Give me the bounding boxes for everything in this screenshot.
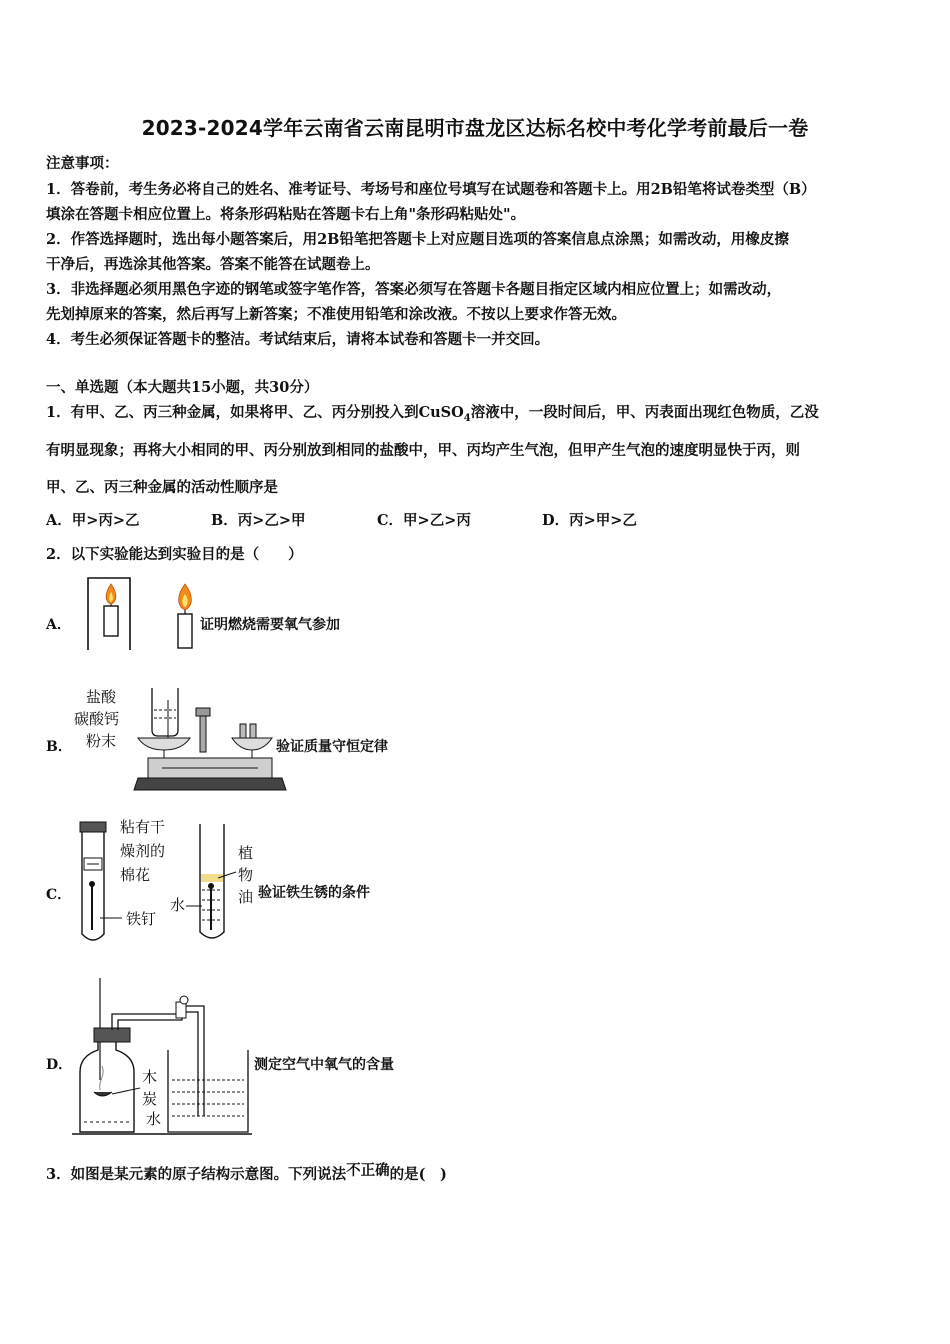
section-heading: 一、单选题（本大题共15小题，共30分） — [46, 379, 319, 396]
q2-option-b-letter: B． — [46, 739, 72, 755]
q1-line1-pre: 1．有甲、乙、丙三种金属，如果将甲、乙、丙分别投入到 — [46, 404, 419, 421]
notice-line: 先划掉原来的答案，然后再写上新答案；不准使用铅笔和涂改液。不按以上要求作答无效。 — [46, 306, 626, 323]
q1-formula: CuSO — [418, 404, 464, 421]
oxygen-figure — [72, 976, 262, 1138]
q1-line1-post: 溶液中，一段时间后，甲、丙表面出现红色物质，乙没 — [470, 404, 819, 421]
q2-option-a-text: 证明燃烧需要氧气参加 — [200, 617, 340, 633]
page-title: 2023-2024学年云南省云南昆明市盘龙区达标名校中考化学考前最后一卷 — [141, 116, 809, 140]
fig-label-cotton-1: 粘有干 — [120, 818, 166, 836]
fig-label-cotton-3: 棉花 — [120, 866, 151, 884]
candle-figure — [80, 570, 210, 655]
q1-line1 — [46, 401, 819, 424]
rust-figure — [78, 818, 268, 946]
q1-line3: 甲、乙、丙三种金属的活动性顺序是 — [46, 479, 278, 496]
notice-line: 填涂在答题卡相应位置上。将条形码粘贴在答题卡右上角"条形码粘贴处"。 — [46, 206, 526, 223]
notice-line: 1．答卷前，考生务必将自己的姓名、准考证号、考场号和座位号填写在试题卷和答题卡上。用2B铅笔将试卷类型（B） — [46, 181, 816, 198]
q2-option-a-letter: A． — [46, 617, 71, 633]
q1-line2: 有明显现象；再将大小相同的甲、丙分别放到相同的盐酸中，甲、丙均产生气泡，但甲产生气泡的速度明显快于丙，则 — [46, 442, 800, 459]
q2-option-b-text: 验证质量守恒定律 — [276, 739, 388, 755]
fig-label-charcoal-1: 木 — [142, 1068, 158, 1086]
q3-stem-post: 的是( ) — [389, 1166, 447, 1183]
q1-formula-sub: 4 — [463, 412, 471, 424]
fig-label-oil-3: 油 — [238, 888, 254, 906]
fig-label-charcoal-2: 炭 — [142, 1090, 158, 1108]
q2-stem: 2．以下实验能达到实验目的是（ ） — [46, 546, 303, 563]
fig-label-hydrochloric-acid: 盐酸 — [86, 688, 117, 706]
fig-label-oil-1: 植 — [238, 844, 254, 862]
q2-option-d-letter: D． — [46, 1057, 73, 1073]
notice-line: 干净后，再选涂其他答案。答案不能答在试题卷上。 — [46, 256, 380, 273]
q3-stem-emphasis: 不正确 — [346, 1162, 390, 1179]
q2-option-c-text: 验证铁生锈的条件 — [258, 885, 370, 901]
q1-option-c: C．甲>乙>丙 — [377, 512, 471, 529]
notice-line: 3．非选择题必须用黑色字迹的钢笔或签字笔作答，答案必须写在答题卡各题目指定区域内相应位置上；如需改动， — [46, 281, 782, 298]
q3-stem — [46, 1163, 447, 1184]
q1-option-b: B．丙>乙>甲 — [211, 512, 306, 529]
fig-label-calcium-carbonate: 碳酸钙 — [74, 710, 120, 728]
fig-label-oil-2: 物 — [238, 866, 254, 884]
notice-line: 4．考生必须保证答题卡的整洁。考试结束后，请将本试卷和答题卡一并交回。 — [46, 331, 550, 348]
q3-stem-pre: 3．如图是某元素的原子结构示意图。下列说法 — [46, 1166, 347, 1183]
fig-label-water: 水 — [170, 896, 186, 914]
fig-label-cotton-2: 燥剂的 — [120, 842, 166, 860]
fig-label-powder: 粉末 — [86, 732, 117, 750]
fig-label-water-d: 水 — [146, 1110, 162, 1128]
q1-option-a: A．甲>丙>乙 — [46, 512, 140, 529]
notice-heading: 注意事项： — [46, 155, 119, 172]
q2-option-d-text: 测定空气中氧气的含量 — [254, 1057, 394, 1073]
q2-option-c-letter: C． — [46, 887, 72, 903]
balance-figure — [72, 680, 272, 800]
q1-option-d: D．丙>甲>乙 — [542, 512, 637, 529]
notice-line: 2．作答选择题时，选出每小题答案后，用2B铅笔把答题卡上对应题目选项的答案信息点涂黑；如需改动，用橡皮擦 — [46, 231, 789, 248]
fig-label-iron-nail: 铁钉 — [126, 910, 157, 928]
